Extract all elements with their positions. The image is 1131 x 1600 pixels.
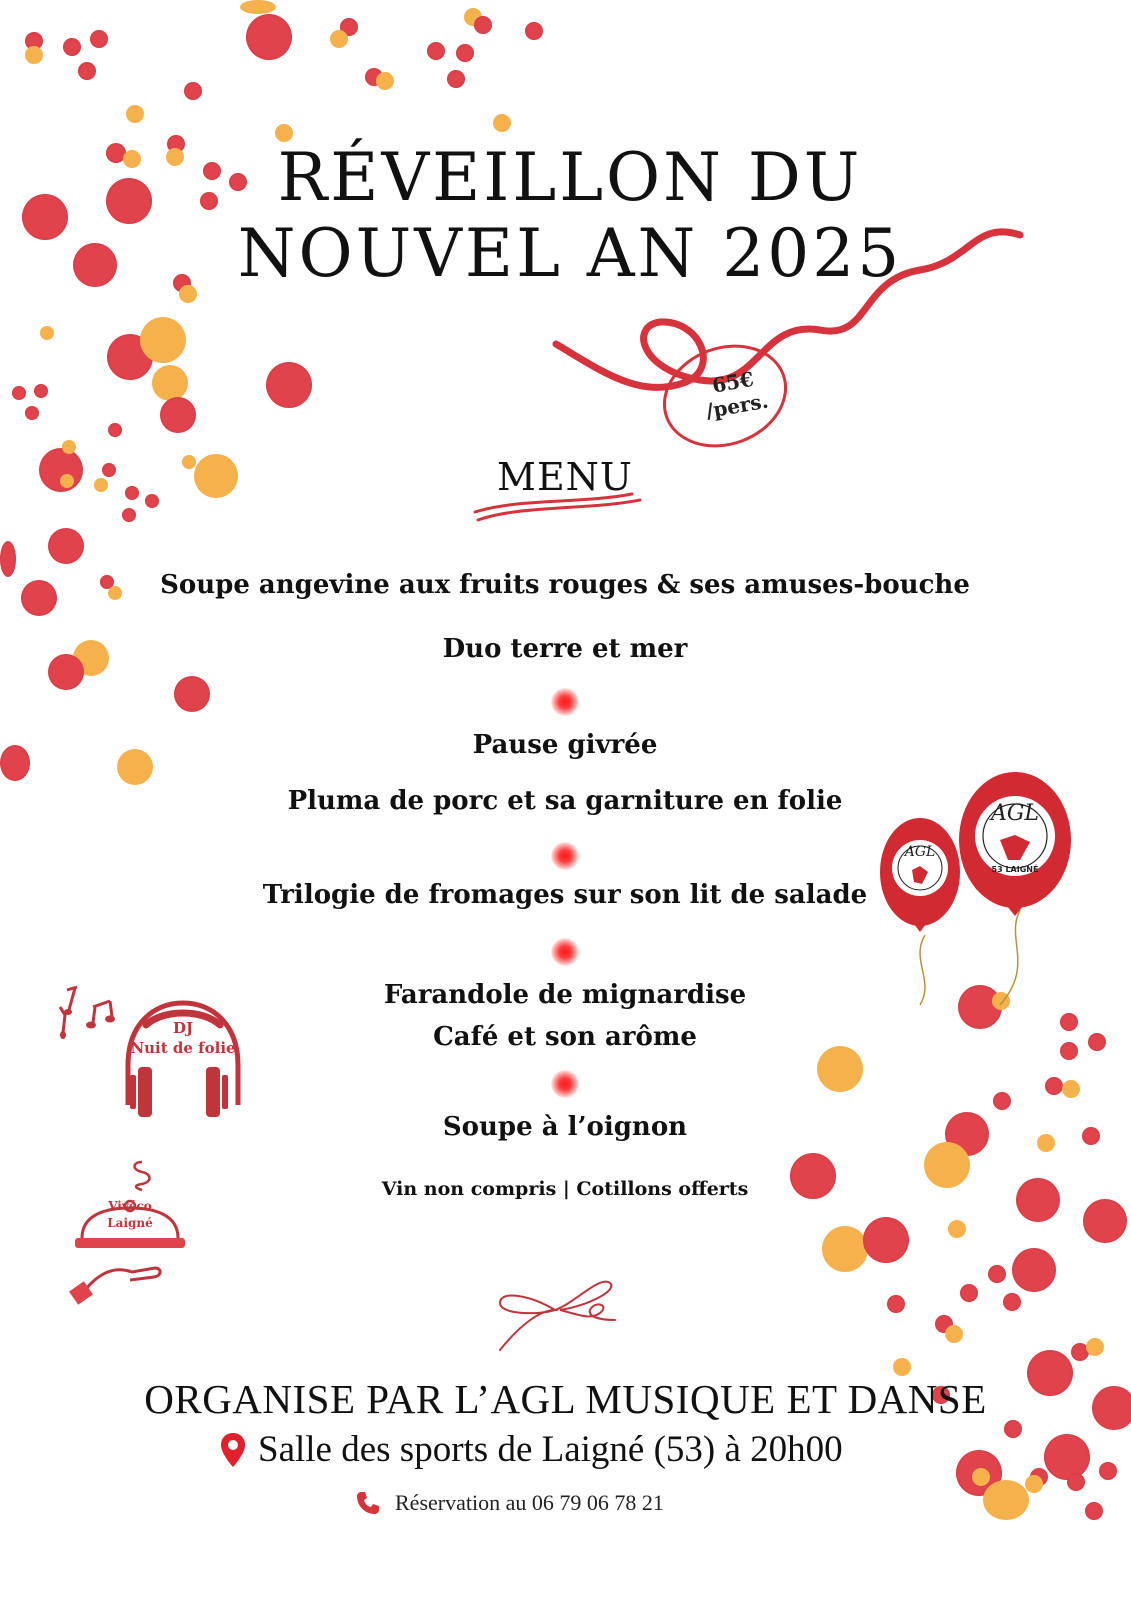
menu-heading: MENU xyxy=(497,455,633,499)
svg-text:53 LAIGNÉ: 53 LAIGNÉ xyxy=(991,865,1039,874)
caterer-badge-line-2: Laigné xyxy=(107,1216,153,1230)
agl-balloons-logo xyxy=(880,780,1090,1020)
menu-item: Soupe à l’oignon xyxy=(442,1112,688,1142)
reservation-line xyxy=(355,1490,664,1516)
venue-text: Salle des sports de Laigné (53) à 20h00 xyxy=(258,1429,843,1470)
phone-icon xyxy=(355,1490,381,1516)
svg-text:AGL: AGL xyxy=(990,801,1040,826)
music-notes-icon xyxy=(55,985,125,1045)
price-unit: /pers. xyxy=(704,388,771,424)
caterer-badge-line-1: Vivéco xyxy=(108,1199,152,1213)
price-amount: 65€ xyxy=(710,366,756,398)
venue-line xyxy=(220,1428,920,1471)
menu-item: Pause givrée xyxy=(472,730,658,760)
menu-item: Soupe angevine aux fruits rouges & ses amuses-bouche xyxy=(160,570,970,600)
menu-item: Farandole de mignardise xyxy=(383,980,747,1010)
dj-badge-line-2: Nuit de folie xyxy=(130,1039,236,1057)
serving-cloche-icon xyxy=(70,1160,190,1310)
event-title xyxy=(230,140,910,292)
menu-item: Pluma de porc et sa garniture en folie xyxy=(287,786,843,816)
caterer-badge xyxy=(82,1198,178,1232)
reservation-text[interactable]: Réservation au 06 79 06 78 21 xyxy=(395,1490,664,1515)
organizer-text: ORGANISE PAR L’AGL MUSIQUE ET DANSE xyxy=(144,1376,987,1422)
ribbon-decoration xyxy=(0,0,1131,600)
menu-item: Café et son arôme xyxy=(433,1022,697,1052)
bullet-dot-icon xyxy=(551,938,579,966)
menu-note: Vin non compris | Cotillons offerts xyxy=(381,1178,749,1200)
menu-item: Duo terre et mer xyxy=(442,634,688,664)
dj-badge xyxy=(118,1018,248,1058)
bullet-dot-icon xyxy=(551,842,579,870)
dj-badge-line-1: DJ xyxy=(172,1019,194,1037)
bow-flourish-icon xyxy=(490,1275,630,1355)
headphones-icon xyxy=(118,995,248,1125)
menu-item: Trilogie de fromages sur son lit de salade xyxy=(262,880,868,910)
event-title-line-1: RÉVEILLON DU xyxy=(277,139,863,216)
event-title-line-2: NOUVEL AN 2025 xyxy=(237,215,903,292)
bullet-dot-icon xyxy=(551,1070,579,1098)
svg-text:AGL: AGL xyxy=(904,844,936,860)
location-pin-icon xyxy=(220,1432,246,1468)
bullet-dot-icon xyxy=(551,688,579,716)
